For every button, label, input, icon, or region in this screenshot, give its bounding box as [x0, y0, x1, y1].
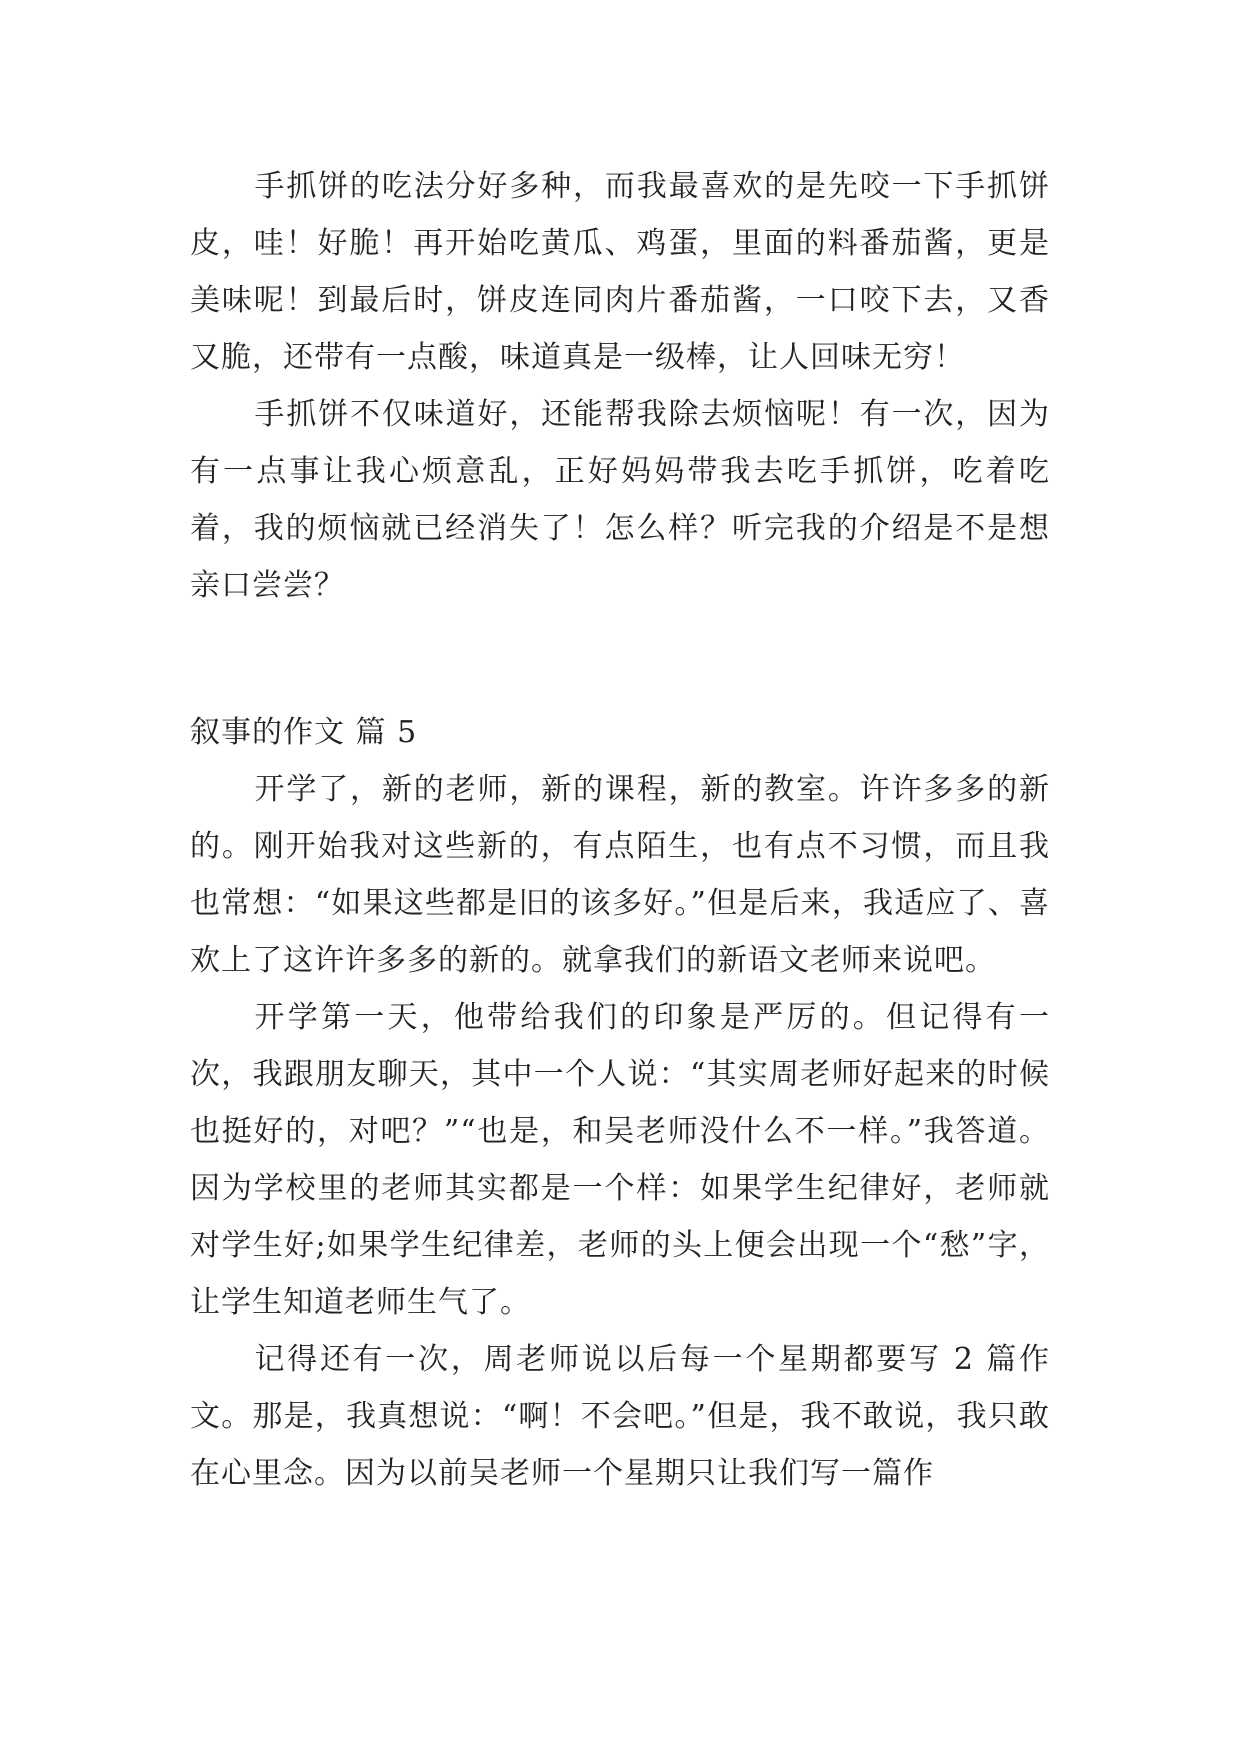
paragraph-weekly-essays: 记得还有一次，周老师说以后每一个星期都要写 2 篇作文。那是，我真想说：“啊！不会吧。”但是，我不敢说，我只敢在心里念。因为以前吴老师一个星期只让我们写一篇作	[190, 1342, 1050, 1491]
paragraph-eating-method: 手抓饼的吃法分好多种，而我最喜欢的是先咬一下手抓饼皮，哇！好脆！再开始吃黄瓜、鸡蛋，里面的料番茄酱，更是美味呢！到最后时，饼皮连同肉片番茄酱，一口咬下去，又香又脆，还带有一点酸，味道真是一级棒，让人回味无穷！	[190, 169, 1050, 375]
paragraph-new-semester: 开学了，新的老师，新的课程，新的教室。许许多多的新的。刚开始我对这些新的，有点陌生，也有点不习惯，而且我也常想：“如果这些都是旧的该多好。”但是后来，我适应了、喜欢上了这许许多多的新的。就拿我们的新语文老师来说吧。	[190, 772, 1050, 978]
paragraph-relieve-worries: 手抓饼不仅味道好，还能帮我除去烦恼呢！有一次，因为有一点事让我心烦意乱，正好妈妈带我去吃手抓饼，吃着吃着，我的烦恼就已经消失了！怎么样？听完我的介绍是不是想亲口尝尝？	[190, 397, 1050, 603]
section-heading: 叙事的作文 篇 5	[190, 715, 418, 750]
paragraph-first-day: 开学第一天，他带给我们的印象是严厉的。但记得有一次，我跟朋友聊天，其中一个人说：“其实周老师好起来的时候也挺好的，对吧？”“也是，和吴老师没什么不一样。”我答道。因为学校里的老师其实都是一个样：如果学生纪律好，老师就对学生好;如果学生纪律差，老师的头上便会出现一个“愁”字，让学生知道老师生气了。	[190, 1000, 1050, 1320]
document-body	[190, 158, 1050, 1502]
